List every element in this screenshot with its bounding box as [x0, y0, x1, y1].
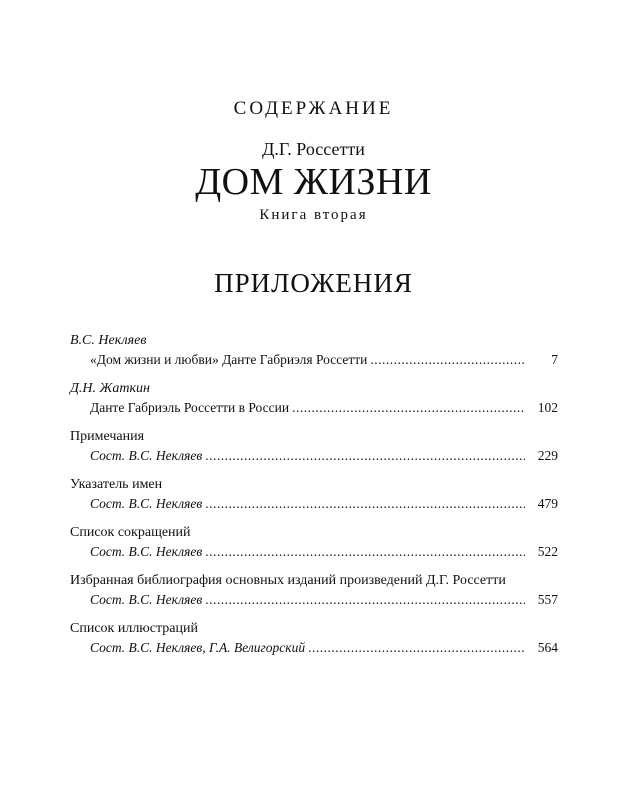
book-subtitle: Книга вторая: [259, 207, 368, 223]
toc-entry-title: Примечания: [70, 429, 145, 444]
section-heading: ПРИЛОЖЕНИЯ: [214, 268, 413, 298]
table-of-contents: [70, 331, 558, 667]
toc-entry-compiler: Сост. В.С. Некляев, Г.А. Велигорский: [90, 640, 306, 655]
toc-page-number: 7: [551, 352, 558, 367]
toc-entry-author: В.С. Некляев: [70, 333, 147, 348]
toc-page-number: 479: [537, 496, 558, 511]
toc-entry-line: [70, 542, 558, 561]
toc-entry-compiler: Сост. В.С. Некляев: [90, 544, 203, 559]
toc-entry-line: [70, 398, 558, 417]
toc-entry[interactable]: [70, 379, 558, 417]
toc-entry-title: Список сокращений: [70, 525, 191, 540]
toc-entry-line: [70, 590, 558, 609]
toc-page-number: 522: [537, 544, 558, 559]
author-name: Д.Г. Россетти: [262, 139, 365, 159]
toc-page-number: 557: [537, 592, 558, 607]
toc-entry-line: [70, 350, 558, 369]
toc-entry-title: Список иллюстраций: [70, 621, 198, 636]
toc-page-number: 564: [537, 640, 558, 655]
toc-entry[interactable]: [70, 523, 558, 561]
toc-entry[interactable]: [70, 331, 558, 369]
toc-entry-title: «Дом жизни и любви» Данте Габриэля Россетти: [90, 352, 368, 367]
toc-entry-title: Данте Габриэль Россетти в России: [90, 400, 290, 415]
toc-entry[interactable]: [70, 427, 558, 465]
toc-entry[interactable]: [70, 571, 558, 609]
dot-leader: [205, 590, 525, 609]
toc-entry-line: [70, 446, 558, 465]
dot-leader: [308, 638, 525, 657]
toc-entry-author: Д.Н. Жаткин: [70, 381, 150, 396]
toc-entry[interactable]: [70, 619, 558, 657]
toc-entry[interactable]: [70, 475, 558, 513]
toc-page-number: 229: [537, 448, 558, 463]
toc-entry-title: Избранная библиография основных изданий произведений Д.Г. Россетти: [70, 573, 506, 588]
toc-page-number: 102: [537, 400, 558, 415]
dot-leader: [205, 446, 525, 465]
toc-entry-compiler: Сост. В.С. Некляев: [90, 448, 203, 463]
dot-leader: [370, 350, 525, 369]
toc-entry-line: [70, 638, 558, 657]
contents-heading: СОДЕРЖАНИЕ: [233, 98, 394, 119]
book-title: ДОМ ЖИЗНИ: [195, 161, 432, 203]
dot-leader: [205, 494, 525, 513]
toc-entry-title: Указатель имен: [70, 477, 163, 492]
toc-entry-line: [70, 494, 558, 513]
toc-entry-compiler: Сост. В.С. Некляев: [90, 592, 203, 607]
dot-leader: [292, 398, 525, 417]
dot-leader: [205, 542, 525, 561]
toc-entry-compiler: Сост. В.С. Некляев: [90, 496, 203, 511]
